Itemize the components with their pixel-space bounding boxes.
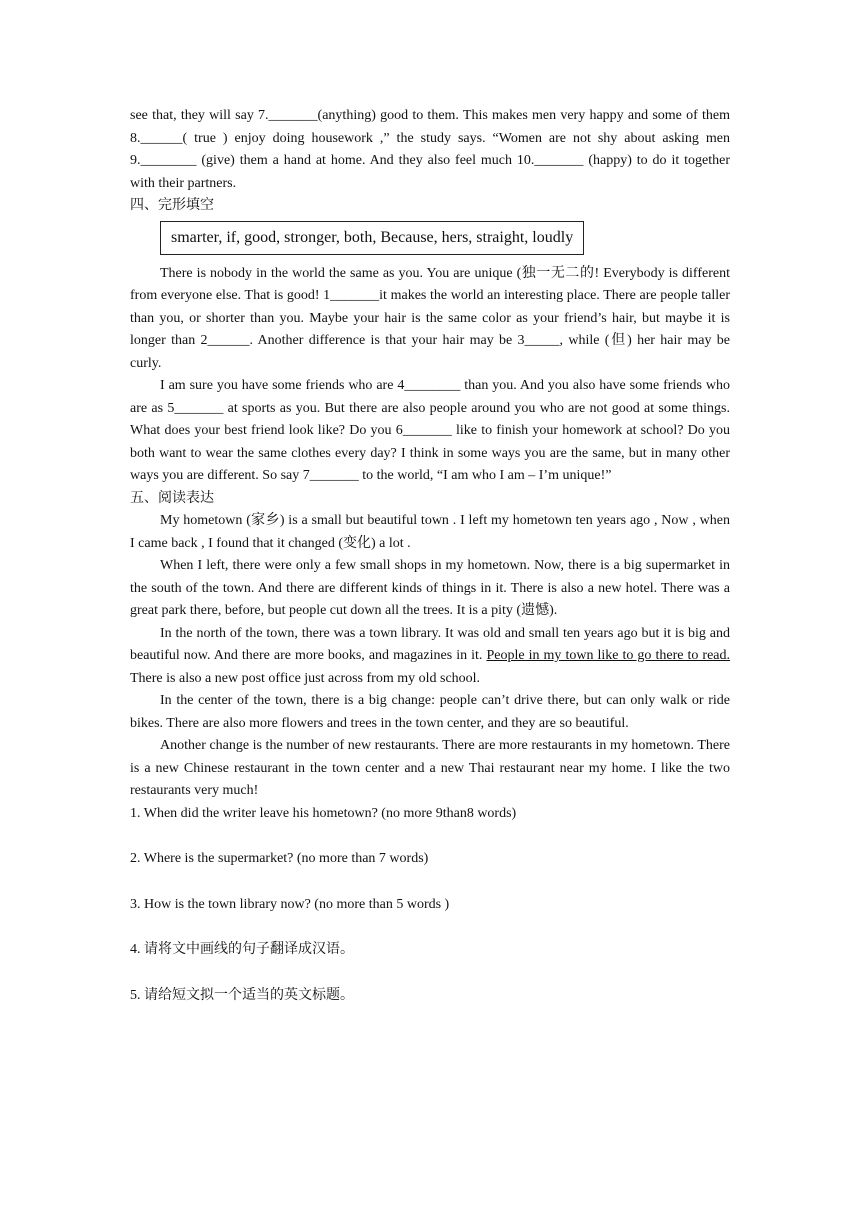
section5-heading: 五、阅读表达 — [130, 490, 214, 506]
cloze-paragraph: There is nobody in the world the same as you. You are unique (独一无二的! Everybody is different from everyone else. That is good! 1_______it makes the world an interesting place. There are people taller than you, or shorter than you. Maybe your hair is the same color as your friend’s hair, but maybe it is longer than 2______. Another difference is that your hair may be 3_____, while (但) her hair may be curly. — [130, 265, 730, 371]
question-4: 4. 请将文中画线的句子翻译成汉语。 — [130, 942, 354, 957]
cloze-paragraph: I am sure you have some friends who are 4________ than you. And you also have some friends who are as 5_______ at sports as you. But there are also people around you who are not good at some things. What does your best friend look like? Do you 6_______ like to finish your homework at school? Do you both want to wear the same clothes every day? I think in some ways you are the same, but in many other ways you are different. So say 7_______ to the world, “I am who I am – I’m unique!” — [130, 378, 730, 483]
reading-paragraph: Another change is the number of new restaurants. There are more restaurants in my hometown. There is a new Chinese restaurant in the town center and a new Thai restaurant near my home. I like the two restaurants very much! — [130, 738, 730, 798]
answer-space — [130, 916, 730, 939]
answer-space — [130, 962, 730, 985]
answer-space — [130, 871, 730, 894]
question-3: 3. How is the town library now? (no more than 5 words ) — [130, 896, 450, 912]
answer-space — [130, 825, 730, 848]
underlined-sentence: People in my town like to go there to read. — [486, 648, 731, 663]
reading-paragraph: When I left, there were only a few small shops in my hometown. Now, there is a big supermarket in the south of the town. And there are different kinds of things in it. There is also a new hotel. There was a great park there, before, but people cut down all the trees. It is a pity (遗憾). — [130, 558, 730, 618]
worksheet-page — [130, 105, 730, 1007]
word-bank-box: smarter, if, good, stronger, both, Because, hers, straight, loudly — [160, 221, 584, 255]
question-2: 2. Where is the supermarket? (no more than 7 words) — [130, 851, 429, 866]
reading-paragraph: In the center of the town, there is a big change: people can’t drive there, but can only walk or ride bikes. There are also more flowers and trees in the town center, and they are so beautiful. — [130, 693, 730, 731]
question-1: 1. When did the writer leave his hometown? (no more 9than8 words) — [130, 805, 517, 821]
library-text-after: There is also a new post office just across from my old school. — [130, 670, 481, 686]
part3-continuation-paragraph: see that, they will say 7._______(anything) good to them. This makes men very happy and some of them 8.______( true ) enjoy doing housework ,” the study says. “Women are not shy about asking men 9.________ (give) them a hand at home. And they also feel much 10._______ (happy) to do it together with their partners. — [130, 108, 730, 191]
question-5: 5. 请给短文拟一个适当的英文标题。 — [130, 987, 354, 1003]
library-text-before: In the north of the town, there was a town library. It was old and small ten years ago but it is big and beautiful now. And there are more books, and magazines in it. — [130, 625, 730, 663]
section4-heading: 四、完形填空 — [130, 198, 214, 213]
reading-paragraph: My hometown (家乡) is a small but beautiful town . I left my hometown ten years ago , Now , when I came back , I found that it changed (变化) a lot . — [130, 513, 730, 551]
reading-paragraph-library — [130, 623, 730, 691]
